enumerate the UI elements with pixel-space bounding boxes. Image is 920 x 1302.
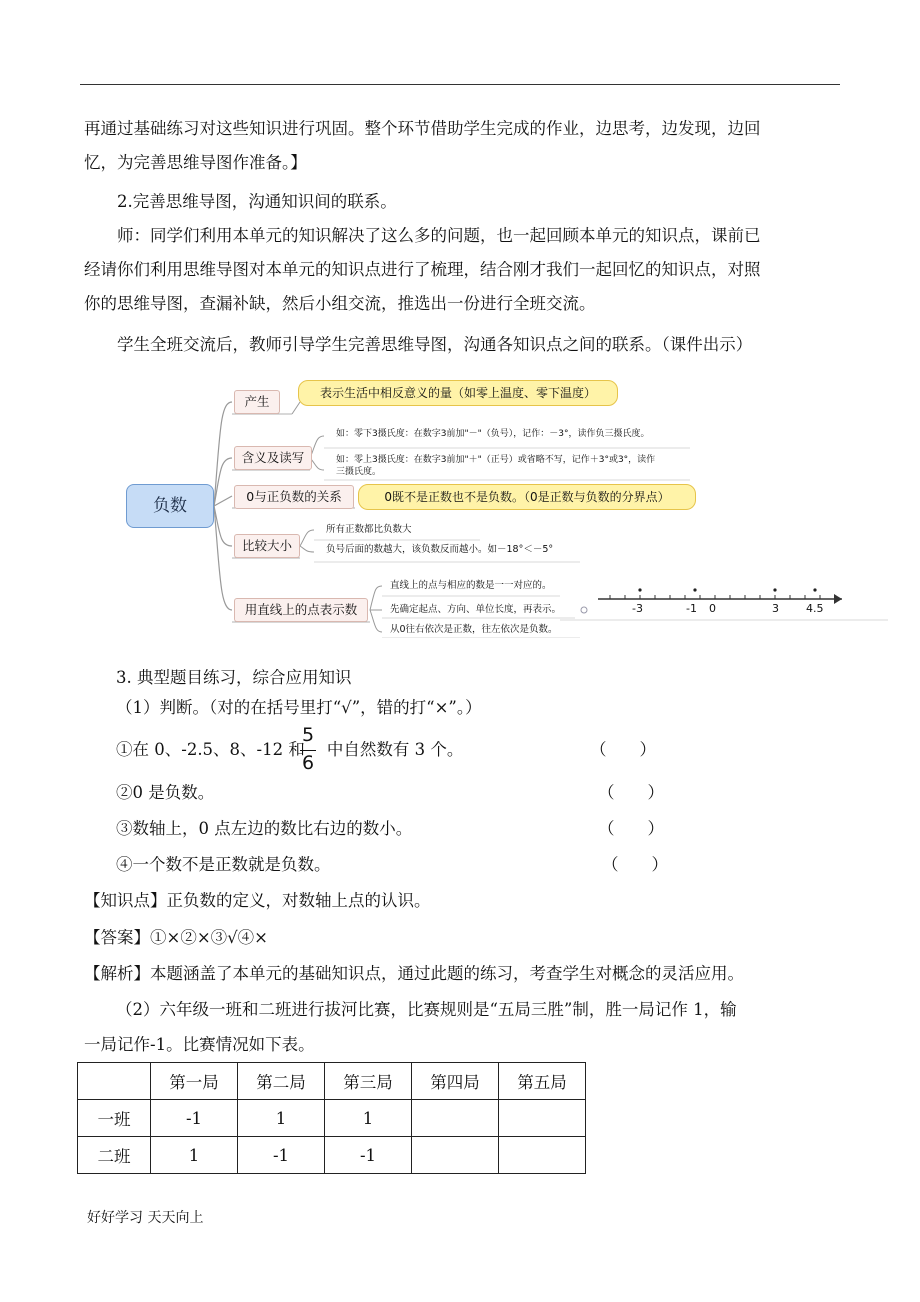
- note-meaning-2-line: 三摄氏度。: [336, 467, 382, 477]
- branch-compare: [234, 534, 300, 558]
- branch-meaning: [234, 446, 312, 470]
- table-cell: 一班: [78, 1100, 151, 1137]
- answer-blank[interactable]: （ ）: [590, 740, 656, 759]
- table-header-cell: 第四局: [412, 1063, 499, 1100]
- branch-zero-label: 0与正负数的关系: [246, 489, 342, 504]
- table-cell: -1: [238, 1137, 325, 1174]
- page-footer: 好好学习 天天向上: [87, 1210, 204, 1226]
- note-compare-2: 负号后面的数越大，该负数反而越小。如－18°＜－5°: [326, 544, 554, 555]
- results-table: [77, 1062, 586, 1174]
- knowledge-point: 【知识点】正负数的定义，对数轴上点的认识。: [84, 891, 431, 910]
- branch-numberline: [234, 598, 368, 622]
- axis-label: 3: [772, 602, 779, 615]
- note-compare-1: 所有正数都比负数大: [326, 524, 412, 535]
- q1-title: （1）判断。（对的在括号里打“√”，错的打“×”。）: [116, 698, 482, 717]
- intro-line: 忆，为完善思维导图作准备。】: [84, 153, 307, 172]
- judge-item-2: ②0 是负数。: [116, 783, 215, 802]
- answer-blank[interactable]: （ ）: [602, 855, 668, 874]
- table-header-cell: [78, 1063, 151, 1100]
- table-header-cell: 第三局: [325, 1063, 412, 1100]
- note-line-1: 直线上的点与相应的数是一一对应的。: [390, 580, 552, 591]
- intro-paragraph: [84, 112, 840, 180]
- note-zero-text: 0既不是正数也不是负数。（0是正数与负数的分界点）: [384, 490, 670, 504]
- note-line-2: 先确定起点、方向、单位长度，再表示。: [390, 604, 562, 615]
- mind-map: [120, 374, 890, 638]
- teacher-line: 经请你们利用思维导图对本单元的知识点进行了梳理，结合刚才我们一起回忆的知识点，对照: [84, 260, 761, 279]
- answer-blank[interactable]: （ ）: [598, 819, 664, 838]
- q2-line: 一局记作-1。比赛情况如下表。: [84, 1035, 315, 1054]
- teacher-line: 你的思维导图，查漏补缺，然后小组交流，推选出一份进行全班交流。: [84, 294, 596, 313]
- table-cell: [499, 1100, 586, 1137]
- fraction-denominator: 6: [301, 752, 315, 774]
- axis-label: 0: [709, 602, 716, 615]
- axis-label: -1: [686, 602, 697, 615]
- note-zero: [358, 484, 696, 510]
- note-meaning-1: 如：零下3摄氏度：在数字3前加"－"（负号），记作：－3°，读作负三摄氏度。: [336, 429, 650, 439]
- q2-line: （2）六年级一班和二班进行拔河比赛，比赛规则是“五局三胜”制，胜一局记作 1，输: [116, 1000, 737, 1019]
- table-header-cell: 第一局: [151, 1063, 238, 1100]
- teacher-line: 师：同学们利用本单元的知识解决了这么多的问题，也一起回顾本单元的知识点，课前已: [117, 226, 761, 245]
- note-meaning-2: [336, 454, 655, 478]
- judge-item-4: ④一个数不是正数就是负数。: [116, 855, 331, 874]
- table-cell: -1: [151, 1100, 238, 1137]
- table-cell: 1: [238, 1100, 325, 1137]
- teacher-paragraph: [84, 219, 840, 321]
- branch-origin: [234, 390, 280, 414]
- analysis: 【解析】本题涵盖了本单元的基础知识点，通过此题的练习，考查学生对概念的灵活应用。: [84, 964, 744, 983]
- section3-heading: 3. 典型题目练习，综合应用知识: [116, 668, 352, 687]
- note-line-3: 从0往右依次是正数，往左依次是负数。: [390, 624, 558, 635]
- table-header-row: [78, 1063, 586, 1100]
- judge-item-1: [116, 740, 463, 760]
- table-header-cell: 第二局: [238, 1063, 325, 1100]
- branch-compare-label: 比较大小: [241, 538, 292, 553]
- table-cell: 二班: [78, 1137, 151, 1174]
- table-cell: [499, 1137, 586, 1174]
- table-cell: [412, 1100, 499, 1137]
- student-line: 学生全班交流后，教师引导学生完善思维导图，沟通各知识点之间的联系。（课件出示）: [117, 335, 753, 354]
- judge-item-1-post: 中自然数有 3 个。: [326, 740, 464, 759]
- table-cell: -1: [325, 1137, 412, 1174]
- fraction-bar: [300, 750, 316, 751]
- note-meaning-2-line: 如：零上3摄氏度：在数字3前加"＋"（正号）或省略不写，记作＋3°或3°，读作: [336, 455, 656, 465]
- note-origin: [298, 380, 618, 406]
- note-origin-text: 表示生活中相反意义的量（如零上温度、零下温度）: [319, 386, 596, 400]
- judge-item-1-pre: ①在 0、-2.5、8、-12 和: [116, 740, 305, 759]
- branch-meaning-label: 含义及读写: [241, 450, 305, 465]
- header-rule: [80, 84, 840, 85]
- axis-label: -3: [632, 602, 643, 615]
- axis-label: 4.5: [806, 602, 824, 615]
- root-label: 负数: [153, 496, 187, 516]
- table-cell: 1: [151, 1137, 238, 1174]
- section2-heading: 2.完善思维导图，沟通知识间的联系。: [117, 192, 397, 211]
- table-cell: [412, 1137, 499, 1174]
- branch-origin-label: 产生: [244, 394, 270, 409]
- answer-key: 【答案】①×②×③√④×: [84, 928, 268, 947]
- branch-numberline-label: 用直线上的点表示数: [244, 602, 358, 617]
- table-header-cell: 第五局: [499, 1063, 586, 1100]
- table-row: [78, 1100, 586, 1137]
- intro-line: 再通过基础练习对这些知识进行巩固。整个环节借助学生完成的作业，边思考，边发现，边回: [84, 119, 761, 138]
- table-cell: 1: [325, 1100, 412, 1137]
- fraction-numerator: 5: [301, 724, 315, 746]
- branch-zero: [234, 485, 354, 509]
- judge-item-3: ③数轴上，0 点左边的数比右边的数小。: [116, 819, 413, 838]
- mind-map-root: [126, 484, 214, 528]
- table-row: [78, 1137, 586, 1174]
- answer-blank[interactable]: （ ）: [598, 783, 664, 802]
